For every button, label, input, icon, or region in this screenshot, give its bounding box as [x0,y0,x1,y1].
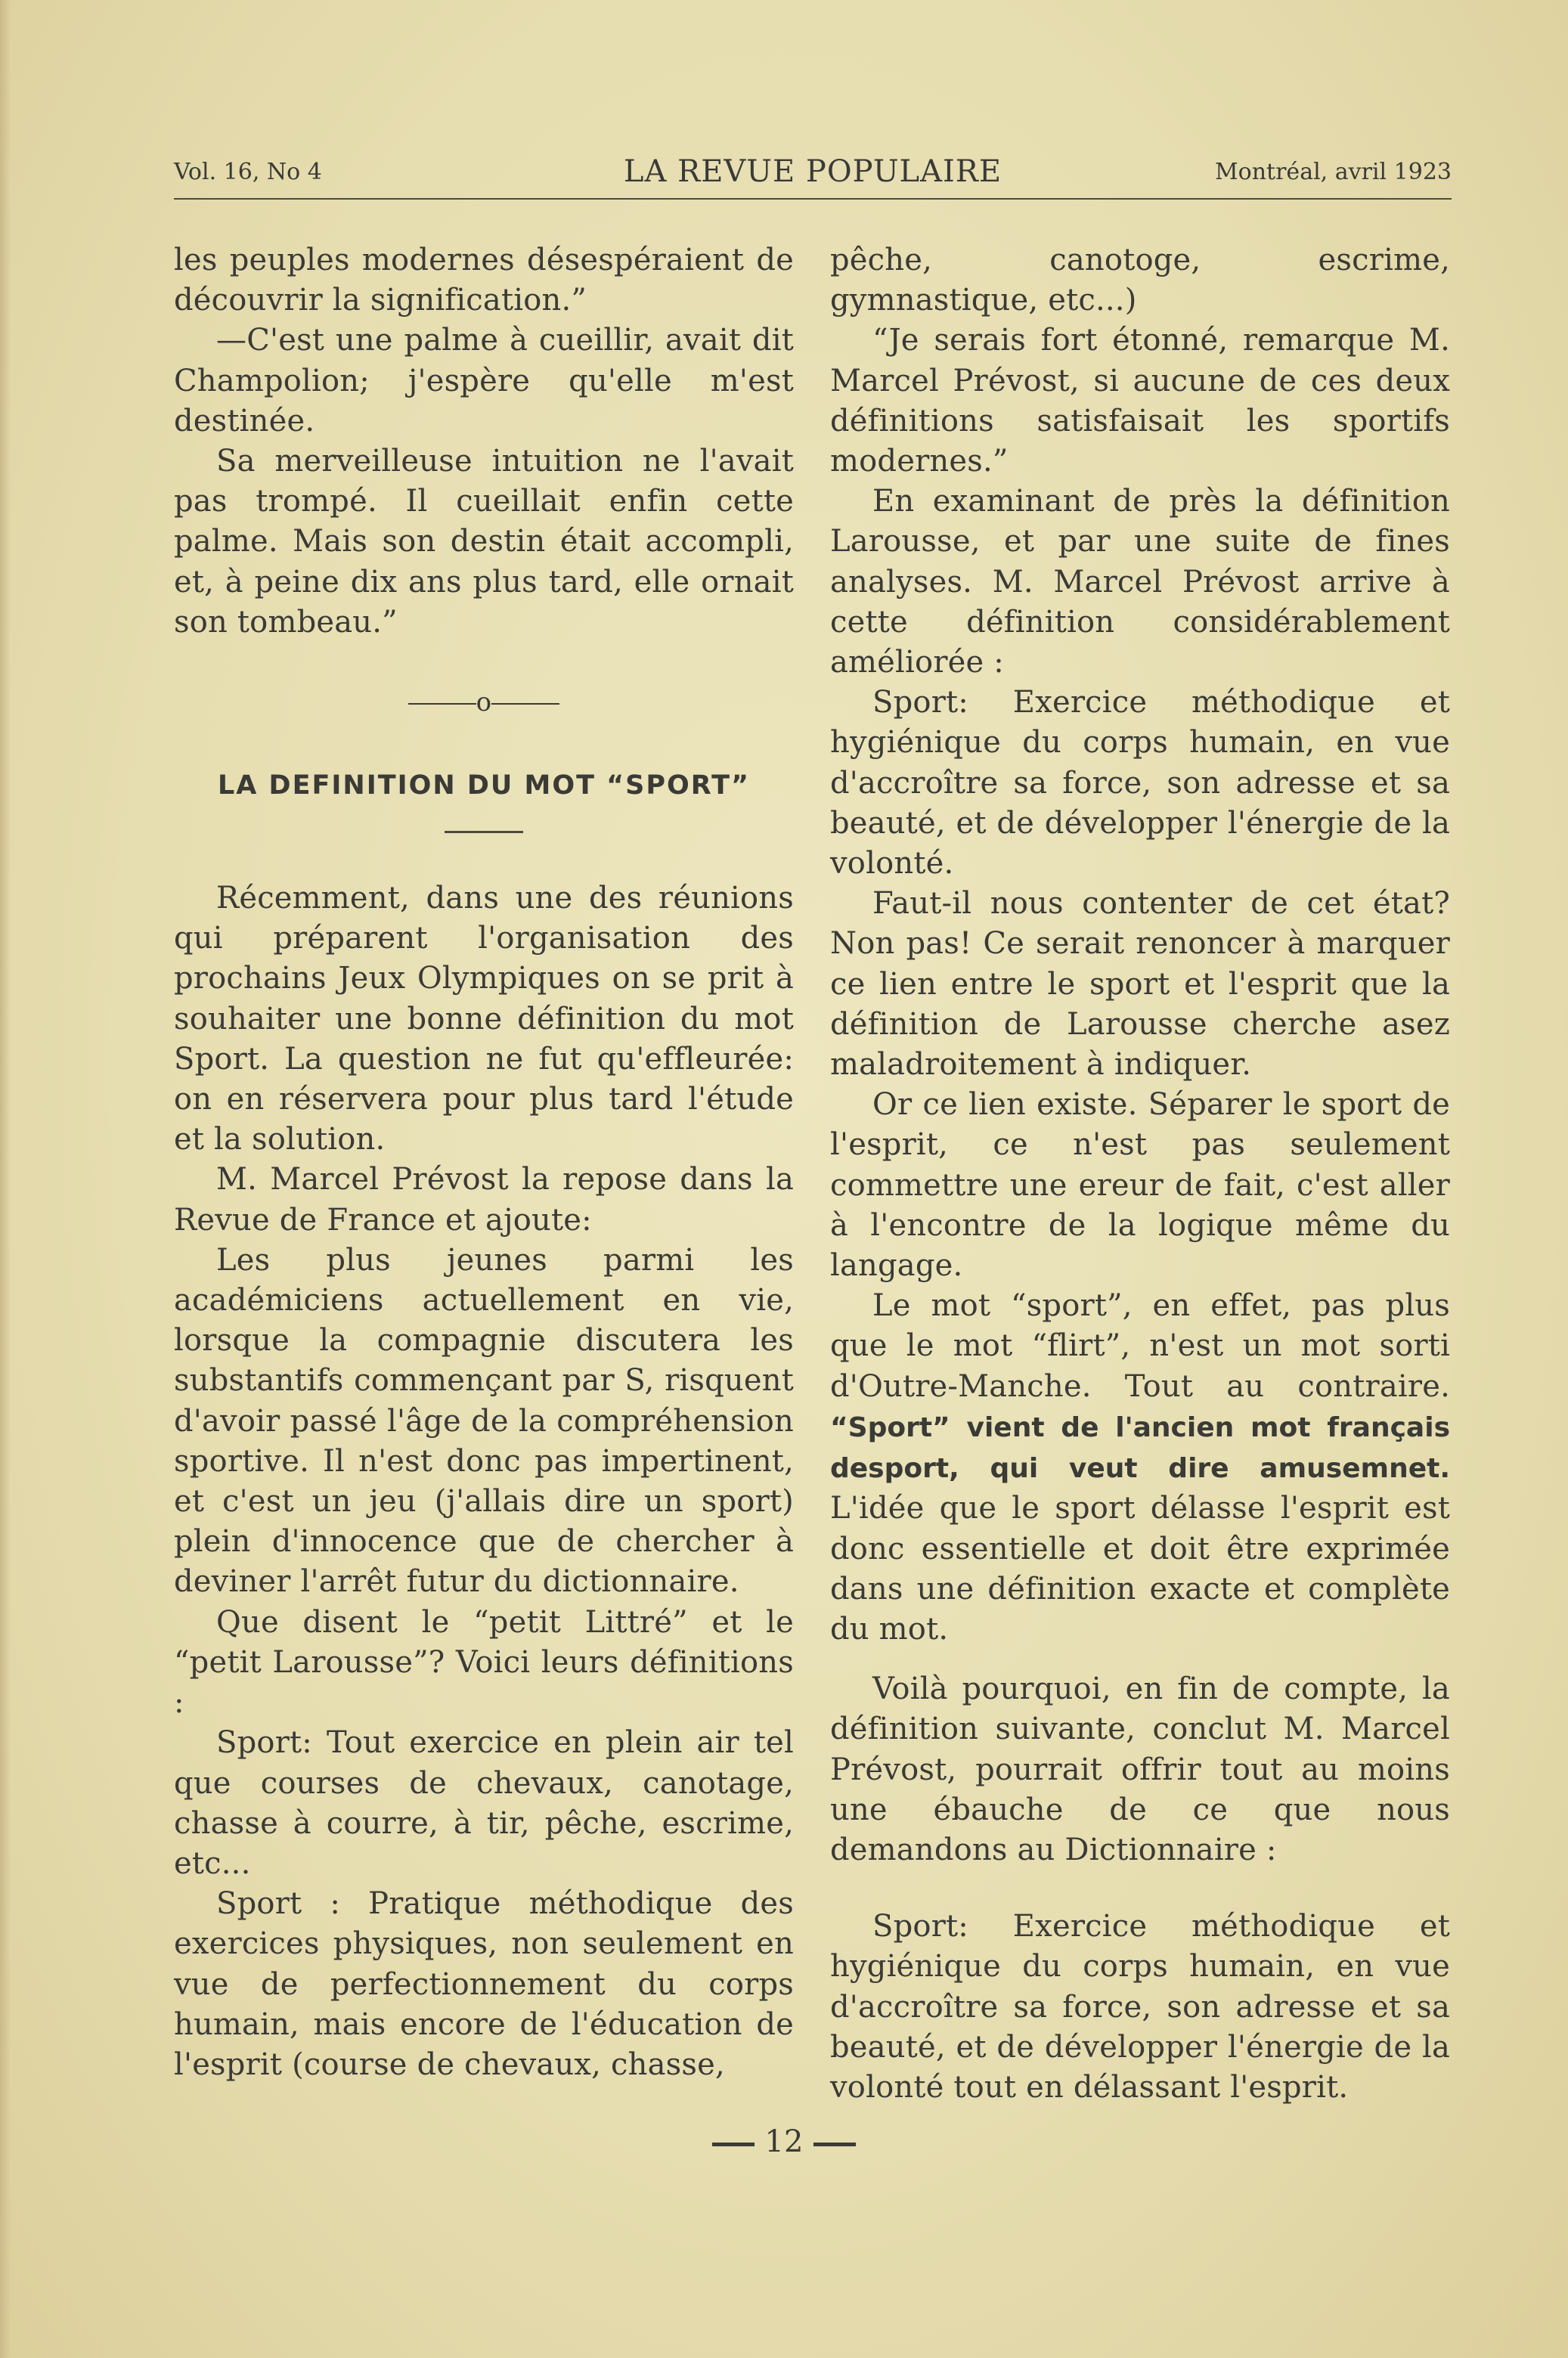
section-title: LA DEFINITION DU MOT “SPORT” [217,770,751,801]
definition-improved: Sport: Exercice méthodique et hygiénique du corps humain, en vue d'accroître sa force, son adresse et sa beauté, et de développer l'énergie de la volonté. [830,685,1450,882]
title-rule [445,831,523,833]
paragraph-gap [830,1650,1450,1669]
paragraph: —C'est une palme à cueillir, avait dit Champolion; j'espère qu'elle m'est destinée. [174,323,794,438]
paragraph-gap [830,1870,1450,1907]
paragraph: pêche, canotoge, escrime, gymnastique, etc...) [830,243,1450,318]
paragraph: Voilà pourquoi, en fin de compte, la définition suivante, conclut M. Marcel Prévost, pourrait offrir tout au moins une ébauche de ce que nous demandons au Dictionnaire : [830,1672,1450,1867]
paragraph: Que disent le “petit Littré” et le “petit Larousse”? Voici leurs définitions : [174,1604,794,1721]
paragraph: Or ce lien existe. Séparer le sport de l'esprit, ce n'est pas seulement commettre une ereur de fait, c'est aller à l'encontre de la logique même du langage. [830,1087,1450,1284]
running-header [174,151,1452,197]
definition-larousse: Sport : Pratique méthodique des exercices physiques, non seulement en vue de perfectionnement du corps humain, mais encore de l'éducation de l'esprit (course de chevaux, chasse, [174,1886,794,2082]
paragraph: Récemment, dans une des réunions qui préparent l'organisation des prochains Jeux Olympiques on se prit à souhaiter une bonne définition du mot Sport. La question ne fut qu'effleurée: on en réservera pour plus tard l'étude et la solution. [174,881,794,1157]
separator-dash [408,703,476,705]
footer-dash [712,2143,755,2146]
text-run: L'idée que le sport délasse l'esprit est donc essentielle et doit être exprimée dans une définition exacte et complète du mot. [830,1491,1450,1647]
page-number: 12 [764,2124,804,2159]
right-column [830,240,1450,2108]
issue-date: Montréal, avril 1923 [1214,159,1452,185]
text-run: Le mot “sport”, en effet, pas plus que le mot “flirt”, n'est un mot sorti d'Outre-Manche. Tout au contraire. [830,1288,1450,1404]
paragraph: les peuples modernes désespéraient de découvrir la signification.” [174,243,794,318]
header-rule [174,198,1452,200]
separator-mark: o [476,687,492,718]
footer-dash [813,2143,856,2146]
paragraph: Sa merveilleuse intuition ne l'avait pas trompé. Il cueillait enfin cette palme. Mais son destin était accompli, et, à peine dix ans plus tard, elle ornait son tombeau.” [174,444,794,640]
paragraph: “Je serais fort étonné, remarque M. Marcel Prévost, si aucune de ces deux définitions satisfaisait les sportifs modernes.” [830,323,1450,479]
paragraph: Faut-il nous contenter de cet état? Non pas! Ce serait renoncer à marquer ce lien entre le sport et l'esprit que la définition de Larousse cherche asez maladroitement à indiquer. [830,886,1450,1083]
paragraph: En examinant de près la définition Larousse, et par une suite de fines analyses. M. Marcel Prévost arrive à cette définition considérablement améliorée : [830,484,1450,680]
section-separator [174,683,794,723]
bold-statement: “Sport” vient de l'ancien mot français desport, qui veut dire amusemnet. [830,1411,1450,1485]
left-column [174,240,794,2085]
page-footer [0,2124,1568,2170]
paragraph: Les plus jeunes parmi les académiciens actuellement en vie, lorsque la compagnie discutera les substantifs commençant par S, risquent d'avoir passé l'âge de la compréhension sportive. Il n'est donc pas impertinent, et c'est un jeu (j'allais dire un sport) plein d'innocence que de chercher à deviner l'arrêt futur du dictionnaire. [174,1242,794,1600]
paragraph: M. Marcel Prévost la repose dans la Revue de France et ajoute: [174,1162,794,1238]
volume-number: Vol. 16, No 4 [174,159,322,185]
magazine-title: LA REVUE POPULAIRE [623,154,1002,189]
page-edge-shadow [0,0,11,2358]
paragraph [830,1286,1450,1650]
definition-final: Sport: Exercice méthodique et hygiénique du corps humain, en vue d'accroître sa force, son adresse et sa beauté, et de développer l'énergie de la volonté tout en délassant l'esprit. [830,1909,1450,2105]
separator-dash [491,703,559,705]
definition-littre: Sport: Tout exercice en plein air tel que courses de chevaux, canotage, chasse à courre, à tir, pêche, escrime, etc... [174,1725,794,1881]
